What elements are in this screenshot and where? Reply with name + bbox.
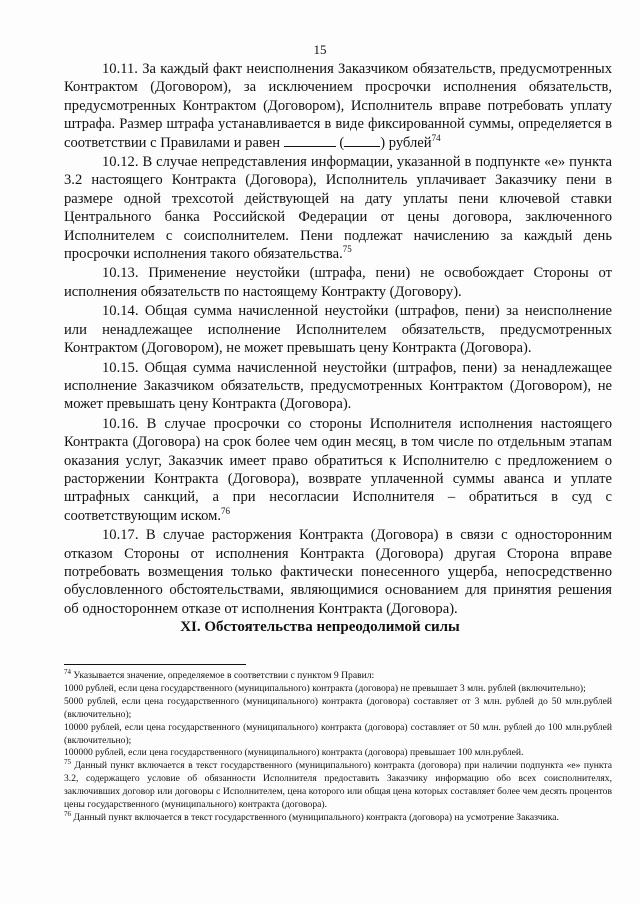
clause-text: 10.14. Общая сумма начисленной неустойки (штрафов, пени) за неисполнение или ненадлежащее исполнение Исполнителем обязательств, предусмотренных Контрактом (Договором), не может превышать цену Контракта (Договора). bbox=[64, 303, 612, 357]
clause-text: 10.16. В случае просрочки со стороны Исполнителя исполнения настоящего Контракта (Договора) на срок более чем один месяц, в том числе по отдельным этапам оказания услуг, Заказчик имеет право обратиться к Исполнителю с предложением о расторжении Контракта (Договора), возврате уплаченной суммы аванса и уплате штрафных санкций, а при несогласии Исполнителя – обратиться в суд с соответствующим иском. bbox=[64, 415, 612, 524]
clause-text: 10.12. В случае непредставления информации, указанной в подпункте «е» пункта 3.2 настоящего Контракта (Договора), Исполнитель уплачивает Заказчику пени в размере одной трехсотой действующей на дату уплаты пени ключевой ставки Центрального банка Российской Федерации от цены договора, заключенного Исполнителем с соисполнителем. Пени подлежат начислению за каждый день просрочки исполнения такого обязательства. bbox=[64, 154, 612, 263]
footnote-ref[interactable]: 75 bbox=[342, 244, 352, 255]
clause-10-12 bbox=[64, 153, 612, 263]
page-number: 15 bbox=[313, 42, 327, 57]
footnote-74-item: 10000 рублей, если цена государственного (муниципального) контракта (договора) составляет от 50 млн. рублей до 100 млн.рублей (включительно); bbox=[64, 721, 612, 746]
footnote-76: $^{76}$ Данный пункт включается в текст государственного (муниципального) контракта (договора) на усмотрение Заказчика. bbox=[64, 809, 559, 823]
clause-10-16 bbox=[64, 415, 612, 525]
clause-10-13 bbox=[64, 264, 612, 301]
footnote-divider bbox=[64, 664, 246, 665]
clause-text: 10.13. Применение неустойки (штрафа, пени) не освобождает Стороны от исполнения обязательств по настоящему Контракту (Договору). bbox=[64, 265, 612, 300]
footnote-75: $^{75}$ Данный пункт включается в текст государственного (муниципального) контракта (договора) при наличии подпункта «е» пункта 3.2, содержащего условие об обязанности Исполнителя предоставить Заказчику информацию обо всех соисполнителях, заключивших договор или договоры с Исполнителем, цена которого или общая цена которых составляет более чем десять процентов цены государственного (муниципального) контракта (договора). bbox=[64, 758, 612, 811]
section-heading: XI. Обстоятельства непреодолимой силы bbox=[180, 619, 460, 635]
clause-10-17 bbox=[64, 526, 612, 618]
footnote-ref[interactable]: 74 bbox=[431, 132, 441, 143]
footnote-74-item: 100000 рублей, если цена государственного (муниципального) контракта (договора) превышает 100 млн.рублей. bbox=[64, 747, 524, 759]
clause-text: 10.11. За каждый факт неисполнения Заказчиком обязательств, предусмотренных Контрактом (Договором), за исключением просрочки исполнения обязательств, предусмотренных Контрактом (Договором), Исполнитель вправе потребовать уплату штрафа. Размер штрафа устанавливается в виде фиксированной суммы, определяется в соответствии с Правилами и равен bbox=[64, 61, 612, 151]
clause-text: 10.17. В случае расторжения Контракта (Договора) в связи с односторонним отказом Стороны от исполнения Контракта (Договора) другая Сторона вправе потребовать возмещения только фактически понесенного ущерба, непосредственно обусловленного обстоятельствами, являющимися основанием для принятия решения об одностороннем отказе от исполнения Контракта (Договора). bbox=[64, 527, 612, 617]
amount-blank bbox=[284, 135, 336, 147]
footnote-ref[interactable]: 76 bbox=[221, 505, 231, 516]
footnotes bbox=[64, 667, 612, 825]
clause-10-11: 10.11. За каждый факт неисполнения Заказчиком обязательств, предусмотренных Контрактом (Договором), за исключением просрочки исполнения обязательств, предусмотренных Контрактом (Договором), Исполнитель вправе потребовать уплату штрафа. Размер штрафа устанавливается в виде фиксированной суммы, определяется в соответствии с Правилами и равен ( ) рублей$^{74}$ bbox=[64, 61, 612, 151]
clause-text: 10.15. Общая сумма начисленной неустойки (штрафов, пени) за ненадлежащее исполнение Заказчиком обязательств, предусмотренных Контрактом (Договором), не может превышать цену Контракта (Договора). bbox=[64, 359, 612, 413]
amount-words-blank bbox=[344, 135, 380, 147]
clause-10-15 bbox=[64, 359, 612, 414]
footnote-74-item: 1000 рублей, если цена государственного (муниципального) контракта (договора) не превышает 3 млн. рублей (включительно); bbox=[64, 682, 586, 694]
footnote-74: $^{74}$ Указывается значение, определяемое в соответствии с пунктом 9 Правил: bbox=[64, 667, 375, 681]
footnote-74-item: 5000 рублей, если цена государственного (муниципального) контракта (договора) составляет от 3 млн. рублей до 50 млн.рублей (включительно); bbox=[64, 695, 612, 720]
clause-10-14 bbox=[64, 302, 612, 357]
contract-body bbox=[64, 60, 612, 619]
